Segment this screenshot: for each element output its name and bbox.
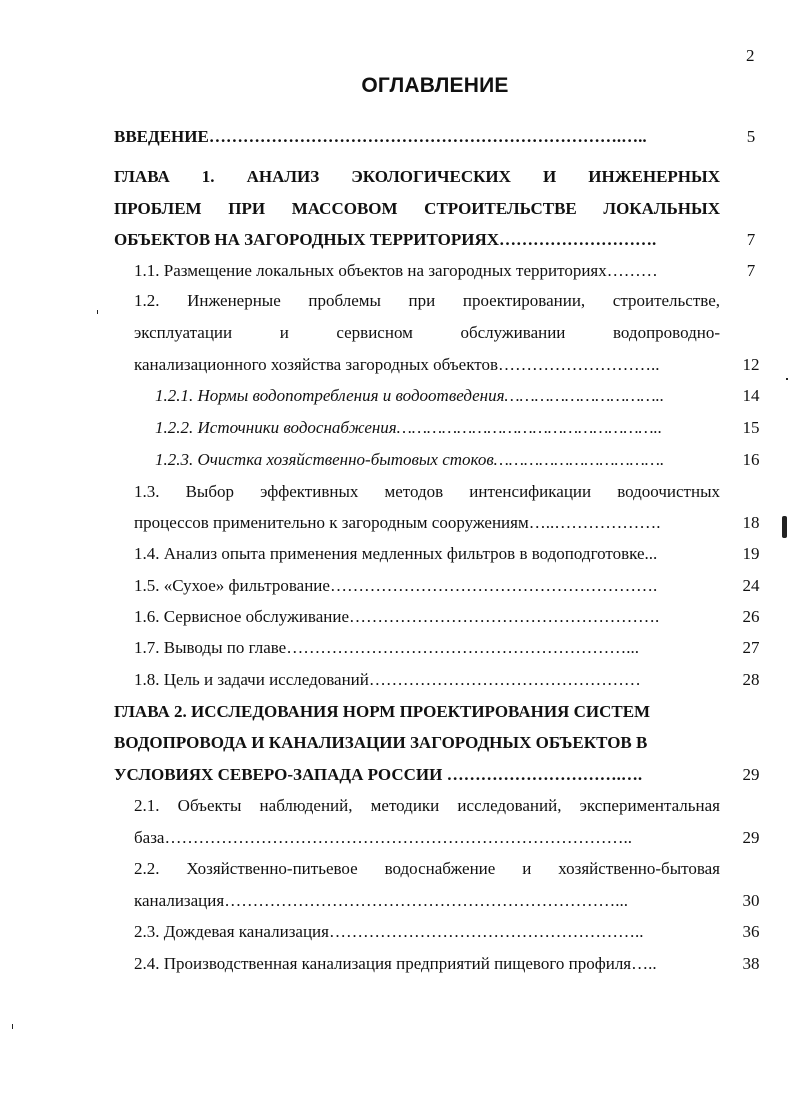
- page-title: ОГЛАВЛЕНИЕ: [361, 74, 509, 97]
- toc-entry-text: 1.2.2. Источники водоснабжения……………………………………………..: [155, 418, 663, 437]
- toc-entry-text: 2.3. Дождевая канализация………………………………………………..: [134, 922, 644, 941]
- toc-entry-text: ГЛАВА 1. АНАЛИЗ ЭКОЛОГИЧЕСКИХ И ИНЖЕНЕРНЫХ: [114, 167, 720, 186]
- toc-entry-text: 1.2.1. Нормы водопотребления и водоотведения…………………………..: [155, 386, 665, 405]
- toc-entry-text: 1.1. Размещение локальных объектов на загородных территориях………: [134, 261, 658, 280]
- toc-entry-text: 1.6. Сервисное обслуживание……………………………………………….: [134, 607, 660, 626]
- toc-entry-text: база………………………………………………………………………..: [134, 828, 632, 847]
- scan-artifact-dot: [97, 310, 98, 314]
- toc-page-number: 24: [742, 576, 760, 595]
- toc-entry-text: 1.7. Выводы по главе……………………………………………………...: [134, 638, 639, 657]
- toc-entry-text: ВОДОПРОВОДА И КАНАЛИЗАЦИИ ЗАГОРОДНЫХ ОБЪЕКТОВ В: [114, 733, 648, 752]
- toc-page-number: 19: [742, 544, 760, 563]
- toc-entry-text: 1.2.3. Очистка хозяйственно-бытовых стоков…………………………….: [155, 450, 665, 469]
- toc-page-number: 12: [742, 355, 760, 374]
- toc-entry-text: 1.5. «Сухое» фильтрование………………………………………………….: [134, 576, 658, 595]
- toc-entry-text: 1.2. Инженерные проблемы при проектировании, строительстве,: [134, 291, 720, 310]
- toc-entry-text: 1.4. Анализ опыта применения медленных фильтров в водоподготовке...: [134, 544, 658, 563]
- toc-page-number: 16: [742, 450, 760, 469]
- toc-entry-text: канализация……………………………………………………………...: [134, 891, 628, 910]
- toc-page-number: 18: [742, 513, 760, 532]
- toc-page-number: 27: [742, 638, 760, 657]
- toc-page-number: 7: [746, 230, 756, 249]
- toc-entry-text: 1.3. Выбор эффективных методов интенсификации водоочистных: [134, 482, 720, 501]
- toc-page-number: 15: [742, 418, 760, 437]
- toc-entry-text: процессов применительно к загородным сооружениям…..……………….: [134, 513, 661, 532]
- toc-entry-text: ГЛАВА 2. ИССЛЕДОВАНИЯ НОРМ ПРОЕКТИРОВАНИЯ СИСТЕМ: [114, 702, 651, 721]
- toc-entry-text: эксплуатации и сервисном обслуживании водопроводно-: [134, 323, 720, 342]
- toc-entry-text: ВВЕДЕНИЕ……………………………………………………………….…..: [114, 127, 647, 146]
- toc-page-number: 29: [742, 828, 760, 847]
- page-number: 2: [746, 46, 755, 65]
- scan-artifact-mark: [782, 516, 787, 538]
- toc-entry-text: ПРОБЛЕМ ПРИ МАССОВОМ СТРОИТЕЛЬСТВЕ ЛОКАЛЬНЫХ: [114, 199, 720, 218]
- scan-artifact-dot: [786, 378, 788, 380]
- toc-page-number: 30: [742, 891, 760, 910]
- toc-entry-text: 1.8. Цель и задачи исследований…………………………………………: [134, 670, 641, 689]
- toc-entry-text: УСЛОВИЯХ СЕВЕРО-ЗАПАДА РОССИИ ………………………….….: [114, 765, 643, 784]
- toc-entry-text: 2.1. Объекты наблюдений, методики исследований, экспериментальная: [134, 796, 720, 815]
- toc-page-number: 5: [746, 127, 756, 146]
- toc-entry-text: канализационного хозяйства загородных объектов………………………..: [134, 355, 660, 374]
- toc-entry-text: 2.2. Хозяйственно-питьевое водоснабжение и хозяйственно-бытовая: [134, 859, 720, 878]
- toc-page-number: 14: [742, 386, 760, 405]
- toc-page-number: 26: [742, 607, 760, 626]
- toc-page-number: 38: [742, 954, 760, 973]
- toc-entry-text: 2.4. Производственная канализация предприятий пищевого профиля…..: [134, 954, 657, 973]
- toc-page-number: 36: [742, 922, 760, 941]
- toc-page-number: 28: [742, 670, 760, 689]
- toc-page-number: 7: [746, 261, 756, 280]
- scan-artifact-dot: [12, 1024, 13, 1029]
- toc-page-number: 29: [742, 765, 760, 784]
- toc-entry-text: ОБЪЕКТОВ НА ЗАГОРОДНЫХ ТЕРРИТОРИЯХ……………………….: [114, 230, 657, 249]
